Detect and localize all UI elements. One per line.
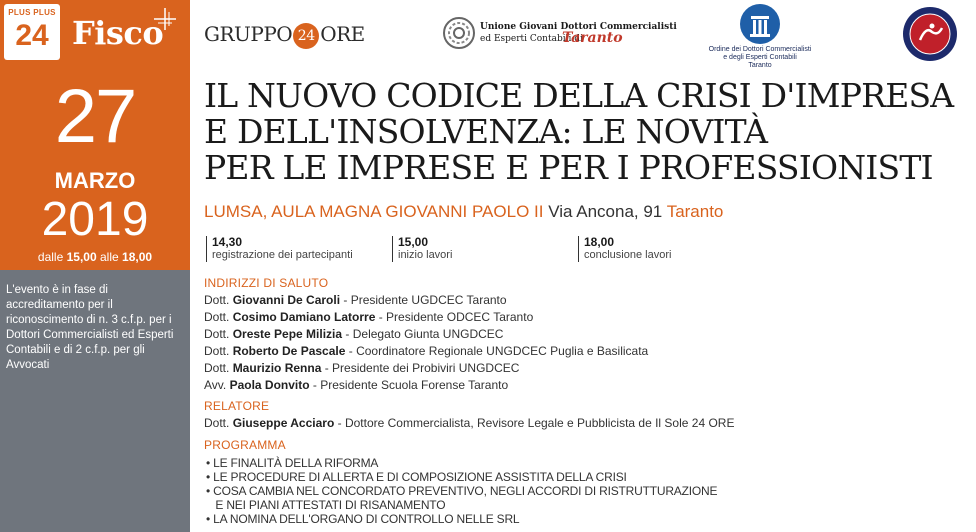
hours-to-label: alle	[100, 250, 119, 264]
logo-small-text: PLUS PLUS	[8, 8, 56, 17]
greetings-heading: INDIRIZZI DI SALUTO	[204, 276, 329, 290]
odcec-logo	[700, 2, 820, 70]
plus24-logo	[4, 4, 60, 60]
speaker-line	[204, 416, 734, 430]
schedule-item	[392, 236, 452, 262]
person-role: - Presidente Scuola Forense Taranto	[309, 378, 509, 392]
person-title: Dott.	[204, 310, 230, 324]
venue-city: Taranto	[666, 202, 724, 221]
greeting-line	[204, 378, 508, 392]
ugdcec-line1: Unione Giovani Dottori Commercialisti	[480, 22, 677, 32]
venue	[204, 202, 723, 222]
event-year: 2019	[41, 193, 149, 246]
person-title: Avv.	[204, 378, 227, 392]
brand-name: Fisco	[72, 14, 164, 52]
ordine-avvocati-seal-icon	[902, 6, 958, 62]
event-title	[204, 78, 953, 186]
hours-from: 15,00	[66, 250, 97, 264]
gruppo-badge: 24	[293, 23, 319, 49]
odcec-column-icon	[738, 2, 782, 46]
ugdcec-city: Taranto	[562, 30, 623, 46]
person-role: - Presidente dei Probiviri UNGDCEC	[321, 361, 520, 375]
title-line-2: E DELL'INSOLVENZA: LE NOVITÀ	[204, 112, 768, 151]
greeting-line	[204, 361, 519, 375]
schedule-time: 18,00	[584, 235, 615, 249]
schedule-time: 14,30	[212, 235, 243, 249]
program-item: • LA NOMINA DELL'ORGANO DI CONTROLLO NELLE SRL	[206, 512, 520, 526]
ugdcec-emblem-icon	[442, 16, 476, 50]
hours-from-label: dalle	[37, 250, 64, 264]
person-name: Oreste Pepe Milizia	[232, 327, 343, 341]
schedule-desc: inizio lavori	[398, 249, 453, 261]
program-heading: PROGRAMMA	[204, 438, 286, 452]
event-day: 27	[54, 74, 136, 159]
gruppo24ore-logo	[204, 22, 365, 49]
schedule-time: 15,00	[398, 235, 429, 249]
event-hours	[0, 250, 190, 264]
accreditation-text: L'evento è in fase di accreditamento per il riconoscimento di n. 3 c.f.p. per i Dottori Commercialisti ed Esperti Contabili e di 2 c.f.p. per gli Avvocati	[6, 284, 174, 371]
person-role: - Dottore Commercialista, Revisore Legale e Pubblicista de Il Sole 24 ORE	[334, 416, 735, 430]
person-role: - Presidente ODCEC Taranto	[375, 310, 534, 324]
schedule-item	[206, 236, 353, 262]
person-role: - Coordinatore Regionale UNGDCEC Puglia e Basilicata	[345, 344, 649, 358]
schedule-item	[578, 236, 671, 262]
person-name: Roberto De Pascale	[232, 344, 346, 358]
person-role: - Presidente UGDCEC Taranto	[340, 293, 507, 307]
odcec-line2: e degli Esperti Contabili	[723, 54, 797, 61]
title-line-3: PER LE IMPRESE E PER I PROFESSIONISTI	[204, 148, 933, 187]
greeting-line	[204, 344, 648, 358]
person-role: - Delegato Giunta UNGDCEC	[342, 327, 504, 341]
greeting-line	[204, 310, 533, 324]
person-title: Dott.	[204, 327, 230, 341]
program-item: • LE FINALITÀ DELLA RIFORMA	[206, 456, 379, 470]
program-item: E NEI PIANI ATTESTATI DI RISANAMENTO	[206, 498, 446, 512]
program-item: • LE PROCEDURE DI ALLERTA E DI COMPOSIZIONE ASSISTITA DELLA CRISI	[206, 470, 627, 484]
odcec-line3: Taranto	[748, 62, 772, 69]
speaker-heading: RELATORE	[204, 399, 270, 413]
ugdcec-line2: ed Esperti Contabili di	[480, 34, 583, 44]
venue-name: LUMSA, AULA MAGNA GIOVANNI PAOLO II	[204, 202, 544, 221]
greeting-line	[204, 293, 507, 307]
person-name: Paola Donvito	[229, 378, 310, 392]
venue-address: Via Ancona, 91	[548, 202, 663, 221]
ugdcec-logo	[442, 16, 677, 52]
person-name: Maurizio Renna	[232, 361, 322, 375]
greeting-line	[204, 327, 503, 341]
person-name: Giovanni De Caroli	[232, 293, 341, 307]
person-title: Dott.	[204, 416, 230, 430]
person-name: Giuseppe Acciaro	[232, 416, 335, 430]
schedule-desc: conclusione lavori	[584, 249, 672, 261]
logo-number: 24	[15, 19, 49, 52]
title-line-1: IL NUOVO CODICE DELLA CRISI D'IMPRESA	[204, 76, 954, 115]
plus-icon	[152, 6, 178, 32]
odcec-line1: Ordine dei Dottori Commercialisti	[708, 46, 812, 53]
schedule-desc: registrazione dei partecipanti	[212, 249, 353, 261]
event-month: MARZO	[54, 168, 136, 193]
gruppo-left: GRUPPO	[204, 22, 293, 46]
person-title: Dott.	[204, 293, 230, 307]
person-title: Dott.	[204, 344, 230, 358]
hours-to: 18,00	[122, 250, 153, 264]
gruppo-right: ORE	[320, 22, 365, 46]
person-title: Dott.	[204, 361, 230, 375]
person-name: Cosimo Damiano Latorre	[232, 310, 376, 324]
program-item: • COSA CAMBIA NEL CONCORDATO PREVENTIVO, NEGLI ACCORDI DI RISTRUTTURAZIONE	[206, 484, 718, 498]
